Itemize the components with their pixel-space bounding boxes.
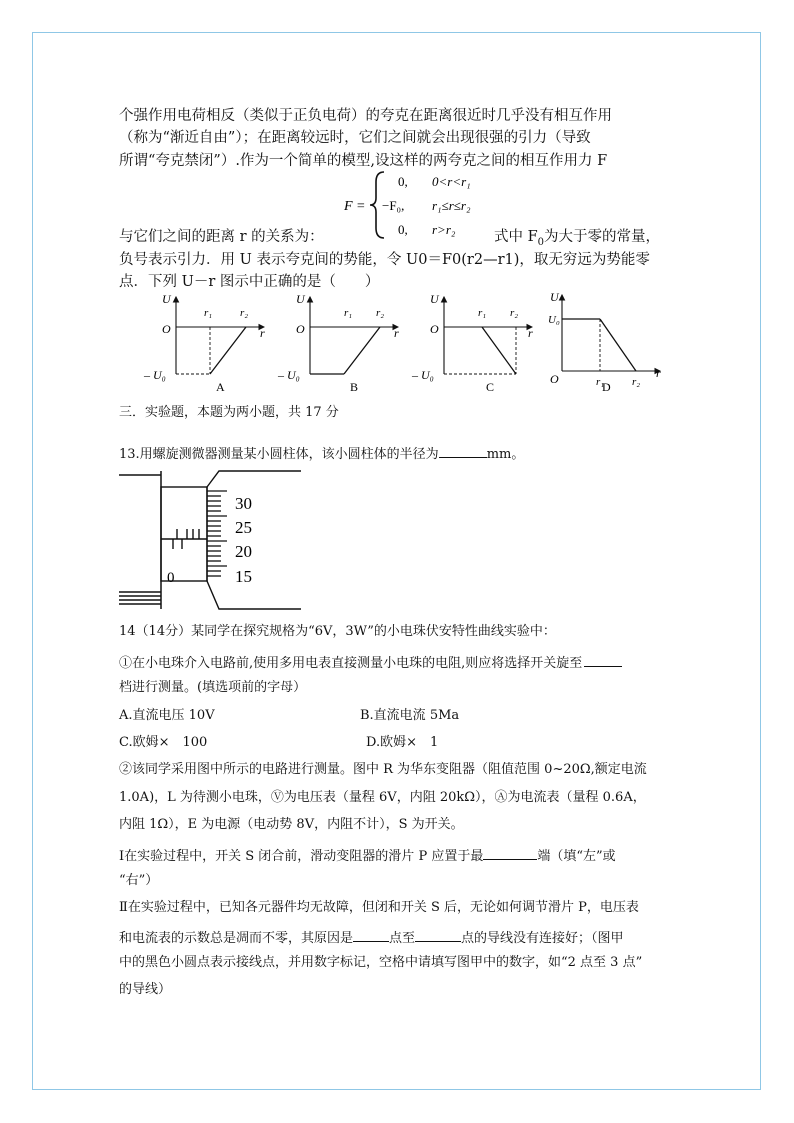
graph-b-r-label: r [394, 326, 399, 340]
intro-line-4-start: 与它们之间的距离 r 的关系为： [119, 229, 324, 245]
q14-line-11: 中的黑色小圆点表示接线点，并用数字标记，空格中请填写图甲中的数字，如“2 点至 3 点” [119, 955, 643, 970]
q14-end-answer-blank[interactable] [483, 845, 537, 860]
q14-q1-answer-blank[interactable] [584, 652, 622, 667]
intro-line-6: 点．下列 U－r 图示中正确的是（ ） [119, 274, 380, 290]
graph-d-label: D [602, 380, 611, 394]
graph-c-r-label: r [528, 326, 533, 340]
graph-b-label: B [350, 380, 359, 394]
q13-text-unit: mm。 [486, 447, 525, 462]
q14-line-10 [119, 927, 624, 948]
graph-c-curve [482, 327, 516, 374]
graph-b-u-label: U [296, 292, 305, 306]
q14-line-4: ②该同学采用图中所示的电路进行测量。图中 R 为华东变阻器（阻值范围 0~20Ω,额定电流 [119, 762, 647, 777]
intro-line-4-sub: 0 [537, 236, 545, 248]
graph-c-r1-label: r₁ [478, 307, 487, 319]
ur-graphs [136, 289, 668, 401]
graph-a-o-label: O [162, 322, 171, 336]
q13-text [119, 443, 524, 464]
q14-option-c: C.欧姆× 100 [119, 735, 208, 750]
intro-line-1: 个强作用电荷相反（类似于正负电荷）的夸克在距离很近时几乎没有相互作用 [119, 108, 612, 124]
intro-line-5: 负号表示引力．用 U 表示夸克间的势能，令 U0＝F0(r2—r1)，取无穷远为势能零 [119, 252, 650, 268]
formula-row2-condition: r₁≤r≤r₂ [432, 198, 471, 213]
graph-c-negu0-label: – U₀ [412, 368, 434, 382]
intro-line-4-shi: 式中 F [494, 229, 538, 245]
graph-a [143, 292, 265, 394]
graph-d [548, 290, 661, 394]
q14-point-from-blank[interactable] [353, 927, 389, 942]
formula-lhs: F = [344, 199, 366, 214]
q14-line-1: 14（14分）某同学在探究规格为“6V，3W”的小电珠伏安特性曲线实验中： [119, 624, 556, 639]
micrometer-zero-mark: 0 [167, 570, 175, 586]
graph-a-r-label: r [260, 326, 265, 340]
q14-line-8: “右”） [119, 873, 159, 888]
intro-line-3: 所谓“夸克禁闭”）.作为一个简单的模型,设这样的两夸克之间的相互作用力 F [119, 153, 608, 169]
micrometer-scale-15: 15 [235, 567, 252, 586]
q14-line-9: Ⅱ在实验过程中，已知各元器件均无故障，但闭和开关 S 后，无论如何调节滑片 P，电压表 [119, 900, 639, 915]
graph-c-label: C [486, 380, 495, 394]
q14-option-b: B.直流电流 5Ma [360, 708, 460, 723]
q14-line-3: 档进行测量。(填选项前的字母） [119, 680, 307, 695]
q14-line-6: 内阻 1Ω），E 为电源（电动势 8V，内阻不计），S 为开关。 [119, 817, 464, 832]
formula-row1-value: 0, [398, 174, 408, 189]
q14-line-7 [119, 845, 616, 866]
graph-a-curve [210, 327, 246, 374]
graph-d-r1-label: r₁ [596, 376, 605, 388]
q14-point-to-blank[interactable] [415, 927, 461, 942]
formula-row1-condition: 0<r<r₁ [432, 174, 471, 189]
micrometer-scale-25: 25 [235, 518, 252, 537]
graph-d-r2-label: r₂ [632, 376, 641, 388]
graph-a-negu0-label: – U₀ [144, 368, 166, 382]
graph-a-r2-label: r₂ [240, 307, 249, 319]
figure-stroke [207, 471, 301, 487]
graph-c-r2-label: r₂ [510, 307, 519, 319]
graph-a-u-label: U [162, 292, 171, 306]
micrometer-scale-30: 30 [235, 494, 252, 513]
graph-a-label: A [216, 380, 225, 394]
graph-b-r2-label: r₂ [376, 307, 385, 319]
q14-line-7-text: Ⅰ在实验过程中，开关 S 闭合前，滑动变阻器的滑片 P 应置于最 [119, 849, 484, 864]
figure-stroke [207, 581, 301, 609]
graph-b-r1-label: r₁ [344, 307, 353, 319]
graph-b [277, 292, 399, 394]
micrometer-scale-20: 20 [235, 542, 252, 561]
graph-b-curve [344, 327, 380, 374]
intro-line-4-tail [494, 227, 660, 253]
graph-a-r1-label: r₁ [204, 307, 213, 319]
formula-row2-value: −F₀, [382, 198, 405, 213]
q14-option-d: D.欧姆× 1 [366, 735, 439, 750]
q14-line-5: 1.0A)，L 为待测小电珠，Ⓥ为电压表（量程 6V，内阻 20kΩ），Ⓐ为电流表（量程 0.6A， [119, 790, 646, 805]
graph-c-u-label: U [430, 292, 439, 306]
q14-line-2-text: ①在小电珠介入电路前,使用多用电表直接测量小电珠的电阻,则应将选择开关旋至 [119, 656, 583, 671]
graph-d-o-label: O [550, 372, 559, 386]
q14-line-10-text: 和电流表的示数总是凋而不零，其原因是 [119, 931, 354, 946]
graph-d-r-label: r [656, 366, 661, 380]
q14-line-10-tail: 点的导线没有连接好；（图甲 [461, 931, 624, 946]
micrometer-figure [119, 467, 301, 613]
graph-b-negu0-label: – U₀ [278, 368, 300, 382]
intro-line-2: （称为“渐近自由”）；在距离较远时，它们之间就会出现很强的引力（导致 [119, 130, 591, 146]
q14-line-7-tail: 端（填“左”或 [537, 849, 616, 864]
q14-option-a: A.直流电压 10V [119, 708, 215, 723]
graph-d-u0-label: U₀ [548, 314, 560, 326]
graph-c [411, 292, 533, 394]
figure-stroke [161, 487, 207, 581]
q14-line-2 [119, 652, 622, 673]
q14-line-10-mid: 点至 [389, 931, 416, 946]
intro-line-4 [119, 227, 324, 247]
piecewise-formula [336, 168, 516, 242]
formula-row3-value: 0, [398, 222, 408, 237]
graph-d-u-label: U [550, 290, 559, 304]
section-3-heading: 三．实验题，本题为两小题，共 17 分 [119, 405, 339, 420]
intro-line-4-end: 为大于零的常量， [544, 229, 661, 245]
q13-answer-blank[interactable] [439, 443, 487, 458]
q14-line-12: 的导线） [119, 982, 172, 997]
graph-d-curve [600, 319, 636, 371]
formula-row3-condition: r>r₂ [432, 222, 456, 237]
graph-c-o-label: O [430, 322, 439, 336]
graph-b-o-label: O [296, 322, 305, 336]
q13-text-start: 13.用螺旋测微器测量某小圆柱体，该小圆柱体的半径为 [119, 447, 439, 462]
